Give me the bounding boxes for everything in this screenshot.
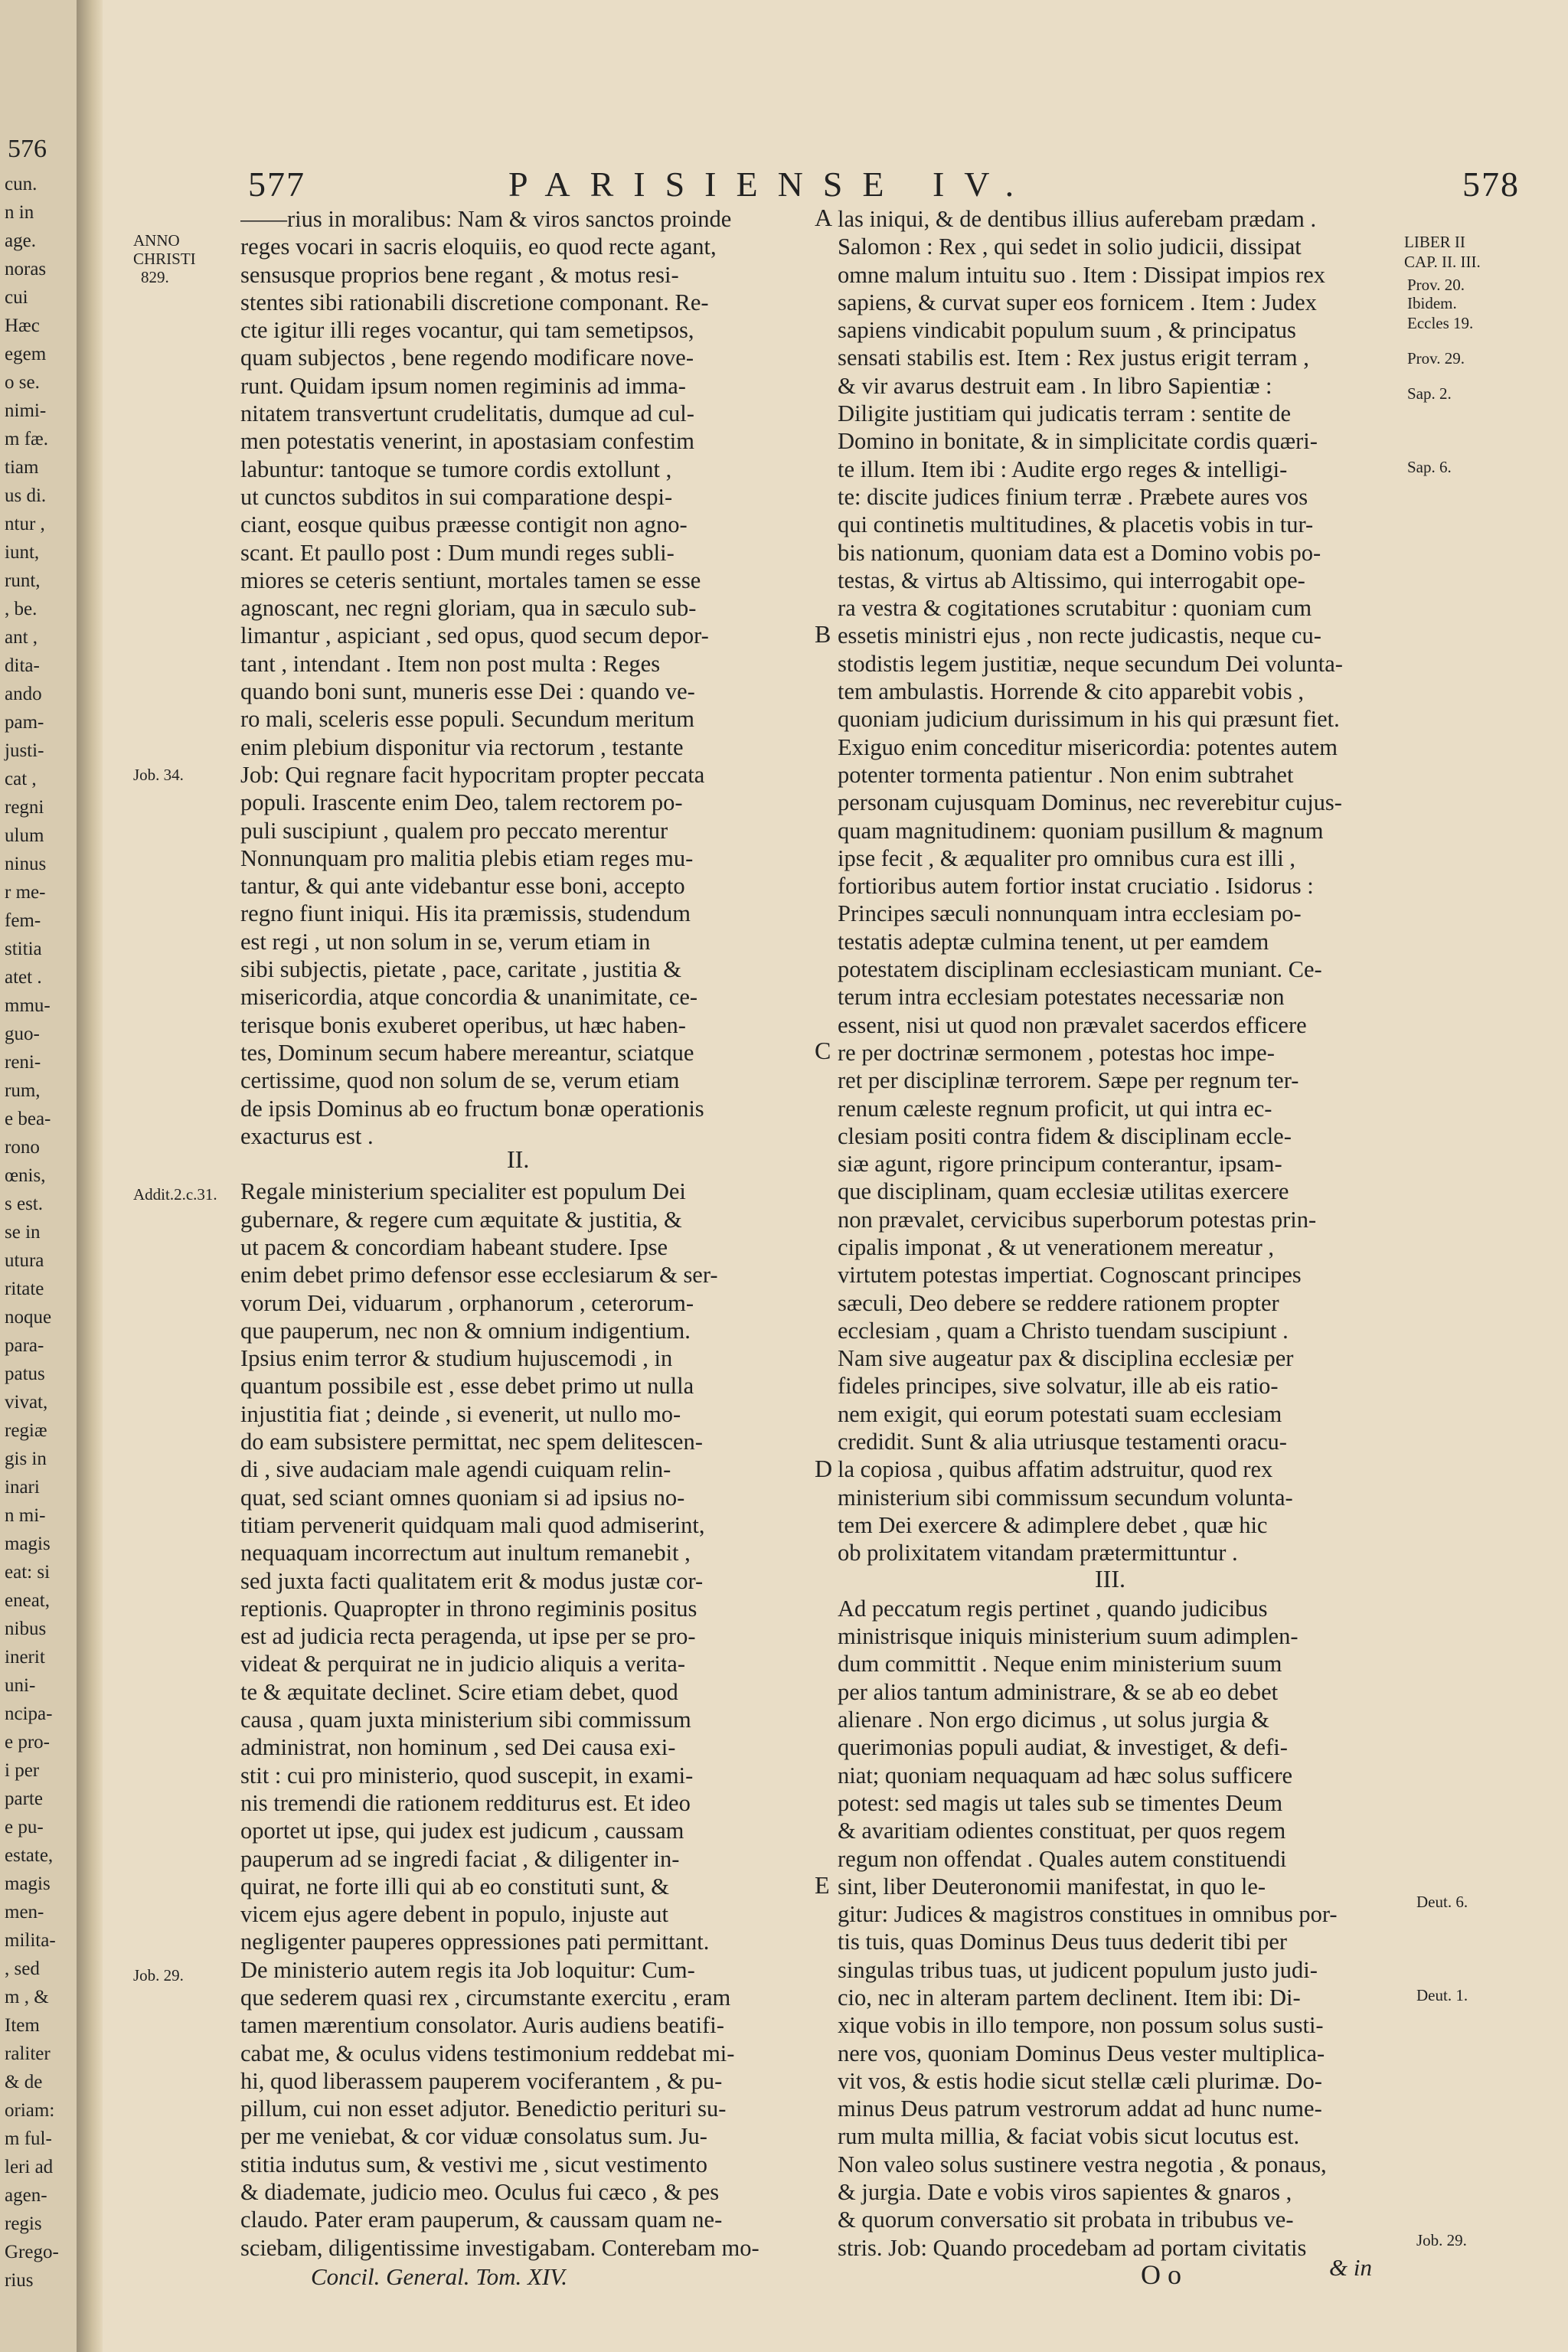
left-page-fragment: magis [5, 1873, 51, 1894]
margin-note: Addit.2.c.31. [133, 1185, 217, 1204]
text-line: cio, nec in alteram partem declinent. Item ibi: Di- [838, 1984, 1301, 2011]
text-line: quando boni sunt, muneris esse Dei : quando ve- [240, 678, 695, 705]
text-line: enim plebium disponitur via rectorum , testante [240, 733, 684, 760]
text-line: gitur: Judices & magistros constitues in omnibus por- [838, 1901, 1338, 1928]
text-line: sensati stabilis est. Item : Rex justus erigit terram , [838, 345, 1309, 371]
text-line: potestatem disciplinam ecclesiasticam muniant. Ce- [838, 956, 1322, 983]
left-page-fragment: men- [5, 1902, 44, 1922]
left-page-fragment: e bea- [5, 1109, 51, 1129]
left-page-fragment: regni [5, 797, 44, 818]
text-line: singulas tribus tuas, ut judicent populum justo judi- [838, 1956, 1318, 1983]
division-letter: A [815, 204, 833, 231]
text-line: do eam subsistere permittat, nec spem delitescen- [240, 1429, 703, 1455]
text-line: ret per disciplinæ terrorem. Sæpe per regnum ter- [838, 1067, 1299, 1094]
text-line: nequaquam incorrectum aut inultum remanebit , [240, 1540, 691, 1566]
text-line: Nam sive augeatur pax & disciplina ecclesiæ per [838, 1345, 1294, 1372]
text-line: titiam pervenerit quidquam mali quod admiserint, [240, 1511, 705, 1538]
text-line: te & æquitate declinet. Scire etiam debet, quod [240, 1678, 678, 1705]
text-line: & diademate, judicio meo. Oculus fui cæco , & pes [240, 2179, 720, 2206]
text-line: stodistis legem justitiæ, neque secundum Dei volunta- [838, 650, 1343, 677]
text-line: Ipsius enim terror & studium hujuscemodi , in [240, 1345, 673, 1372]
text-line: quirat, ne forte illi qui ab eo constituti sunt, & [240, 1873, 669, 1900]
text-line: ob prolixitatem vitandam prætermittuntur . [838, 1540, 1238, 1566]
left-page-fragment: noras [5, 259, 47, 279]
text-line: ut cunctos subditos in sui comparatione despi- [240, 483, 673, 510]
text-line: & vir avarus destruit eam . In libro Sapientiæ : [838, 372, 1272, 399]
text-line: negligenter pauperes oppressiones pati permittant. [240, 1929, 710, 1955]
text-line: & jurgia. Date e vobis viros sapientes & gnaros , [838, 2179, 1292, 2206]
left-page-fragment: iunt, [5, 542, 40, 563]
left-page-fragment: mmu- [5, 995, 51, 1016]
text-line: Regale ministerium specialiter est populum Dei [240, 1178, 686, 1205]
left-page-fragment: regis [5, 2213, 42, 2234]
text-line: populi. Irascente enim Deo, talem rectorem po- [240, 789, 683, 816]
text-line: & avaritiam odientes constituat, per quos regem [838, 1818, 1286, 1844]
running-title: PARISIENSE IV. [508, 165, 1034, 204]
text-line: de ipsis Dominus ab eo fructum bonæ operationis [240, 1095, 704, 1122]
footer-volume: Concil. General. Tom. XIV. [311, 2263, 567, 2290]
left-page-fragment: egem [5, 344, 47, 364]
left-page-fragment: inerit [5, 1647, 45, 1668]
margin-note: Job. 29. [133, 1966, 184, 1984]
text-line: querimonias populi audiat, & investiget, & defi- [838, 1734, 1288, 1761]
text-line: las iniqui, & de dentibus illius auferebam prædam . [838, 206, 1317, 232]
left-page-fragment: rum, [5, 1080, 41, 1101]
text-line: labuntur: tantoque se tumore cordis extollunt , [240, 456, 672, 482]
margin-note: Job. 29. [1416, 2231, 1467, 2249]
left-page-fragment: Item [5, 2015, 40, 2036]
text-line: fortioribus autem fortior instat cruciatio . Isidorus : [838, 873, 1314, 900]
text-line: Ad peccatum regis pertinet , quando judicibus [838, 1595, 1268, 1622]
left-page-fragment: eneat, [5, 1590, 50, 1611]
text-line: quat, sed sciant omnes quoniam si ad ipsius no- [240, 1484, 685, 1511]
left-page-fragment: pam- [5, 712, 44, 733]
text-line: credidit. Sunt & alia utriusque testamenti oracu- [838, 1429, 1287, 1455]
left-page-fragment: estate, [5, 1845, 54, 1866]
text-line: enim debet primo defensor esse ecclesiarum & ser- [240, 1262, 718, 1289]
text-line: nis tremendi die rationem redditurus est. Et ideo [240, 1789, 691, 1816]
left-page-fragment: inari [5, 1477, 40, 1498]
left-page-fragment: œnis, [5, 1165, 46, 1186]
text-line: Job: Qui regnare facit hypocritam propter peccata [240, 761, 705, 788]
left-page-fragment: & de [5, 2072, 43, 2092]
text-line: niat; quoniam nequaquam ad hæc solus sufficere [838, 1762, 1293, 1788]
left-page-fragment: rono [5, 1137, 40, 1158]
left-page-fragment: , sed [5, 1958, 40, 1979]
left-page-fragments [5, 170, 59, 2295]
margin-note: CHRISTI [133, 250, 196, 268]
text-line: personam cujusquam Dominus, nec reverebitur cujus- [838, 789, 1342, 816]
text-line: clesiam positi contra fidem & disciplinam eccle- [838, 1122, 1292, 1149]
left-page-fragment: ritate [5, 1279, 44, 1299]
left-page-number: 576 [8, 135, 47, 163]
left-page-fragment: milita- [5, 1930, 56, 1951]
division-letter: B [815, 620, 831, 648]
text-line: hi, quod liberassem pauperem vociferantem , & pu- [240, 2067, 723, 2094]
text-line: xique vobis in illo tempore, non possum solus susti- [838, 2012, 1324, 2039]
text-line: scant. Et paullo post : Dum mundi reges subli- [240, 539, 675, 566]
division-letter: C [815, 1037, 831, 1064]
text-line: Exiguo enim conceditur misericordia: potentes autem [838, 733, 1338, 760]
left-page-fragment: r me- [5, 882, 46, 903]
left-page-fragment: gis in [5, 1449, 47, 1469]
text-line: quam magnitudinem: quoniam pusillum & magnum [838, 817, 1324, 844]
text-line: injustitia fiat ; deinde , si evenerit, ut nullo mo- [240, 1400, 681, 1427]
text-line: terisque bonis exuberet operibus, ut hæc haben- [240, 1011, 686, 1038]
text-line: sed juxta facti qualitatem erit & modus justæ cor- [240, 1567, 704, 1594]
text-line: re per doctrinæ sermonem , potestas hoc impe- [838, 1039, 1275, 1066]
text-line: nem exigit, qui eorum potestati suam ecclesiam [838, 1400, 1282, 1427]
text-line: gubernare, & regere cum æquitate & justitia, & [240, 1206, 682, 1233]
margin-note: Deut. 6. [1416, 1893, 1468, 1911]
margin-note: 829. [141, 268, 169, 286]
text-line: claudo. Pater eram pauperum, & caussam quam ne- [240, 2207, 723, 2233]
left-page-fragment: guo- [5, 1024, 40, 1044]
text-line: stris. Job: Quando procedebam ad portam civitatis [838, 2234, 1307, 2261]
text-line: que pauperum, nec non & omnium indigentium. [240, 1317, 691, 1344]
text-line: sensusque proprios bene regant , & motus resi- [240, 261, 679, 288]
left-page-fragment: agen- [5, 2185, 47, 2206]
text-line [240, 1150, 914, 1178]
text-line: vicem ejus agere debent in populo, injuste aut [240, 1901, 669, 1928]
text-line: te illum. Item ibi : Audite ergo reges & intelligi- [838, 456, 1288, 482]
left-page-fragment: fem- [5, 910, 41, 931]
text-column-left [240, 205, 914, 2262]
text-line: pauperum ad se ingredi faciat , & diligenter in- [240, 1845, 680, 1872]
text-line: ecclesiam , quam a Christo tuendam suscipiunt . [838, 1317, 1289, 1344]
text-line: quam subjectos , bene regendo modificare nove- [240, 345, 694, 371]
text-line: regum non offendat . Quales autem constituendi [838, 1845, 1287, 1872]
left-page-fragment: nimi- [5, 400, 47, 421]
left-page-fragment: ando [5, 684, 42, 704]
left-page-edge [0, 0, 77, 2352]
text-line: regno fiunt iniqui. His ita præmissis, studendum [240, 900, 691, 927]
margin-note: Sap. 6. [1407, 458, 1452, 476]
text-line: la copiosa , quibus affatim adstruitur, quod rex [838, 1456, 1273, 1483]
text-line: virtutem potestas impertiat. Cognoscant principes [838, 1262, 1302, 1289]
text-line: Diligite justitiam qui judicatis terram : sentite de [838, 400, 1292, 427]
left-page-fragment: parte [5, 1788, 43, 1809]
text-line: videat & perquirat ne in judicio aliquis a verita- [240, 1651, 686, 1677]
text-line: non prævalet, cervicibus superborum potestas prin- [838, 1206, 1317, 1233]
margin-note: Deut. 1. [1416, 1986, 1468, 2004]
text-line: sint, liber Deuteronomii manifestat, in quo le- [838, 1873, 1266, 1900]
text-line: potenter tormenta patientur . Non enim subtrahet [838, 761, 1294, 788]
text-line: stitia indutus sum, & vestivi me , sicut vestimento [240, 2151, 707, 2177]
left-page-fragment: ncipa- [5, 1704, 53, 1724]
text-line: Salomon : Rex , qui sedet in solio judicii, dissipat [838, 234, 1302, 260]
text-line: cabat me, & oculus videns testimonium reddebat mi- [240, 2040, 735, 2066]
text-line: puli suscipiunt , qualem pro peccato merentur [240, 817, 668, 844]
text-line: bis nationum, quoniam data est a Domino vobis po- [838, 539, 1321, 566]
text-line: exacturus est . [240, 1122, 374, 1149]
page-number-left: 577 [248, 165, 305, 204]
left-page-fragment: para- [5, 1335, 44, 1356]
text-line: stit : cui pro ministerio, quod suscepit, in exami- [240, 1762, 694, 1788]
text-line: causa , quam juxta ministerium sibi commissum [240, 1707, 691, 1733]
text-line: testas, & virtus ab Altissimo, qui interrogabit ope- [838, 567, 1305, 593]
left-page-fragment: rius [5, 2270, 34, 2291]
text-line: tis tuis, quas Dominus Deus tuus dederit tibi per [838, 1929, 1288, 1955]
text-line: testatis adeptæ culmina tenent, ut per eamdem [838, 928, 1269, 955]
left-page-fragment: cun. [5, 174, 38, 194]
text-line [838, 1567, 1511, 1595]
catchword: & in [1329, 2254, 1372, 2281]
text-line: que sederem quasi rex , circumstante exercitu , eram [240, 1984, 731, 2011]
text-line: De ministerio autem regis ita Job loquitur: Cum- [240, 1956, 695, 1983]
text-line: ——rius in moralibus: Nam & viros sanctos proinde [240, 206, 732, 232]
text-line: Principes sæculi nonnunquam intra ecclesiam po- [838, 900, 1302, 927]
text-line: ut pacem & concordiam habeant studere. Ipse [240, 1233, 668, 1260]
text-line: ministrisque iniquis ministerium suum adimplen- [838, 1623, 1298, 1650]
text-line: misericordia, atque concordia & unanimitate, ce- [240, 984, 698, 1011]
text-line: qui continetis multitudines, & placetis vobis in tur- [838, 511, 1314, 538]
margin-note: Prov. 20. [1407, 276, 1465, 294]
text-line: tantur, & qui ante videbantur esse boni, accepto [240, 873, 685, 900]
text-line: di , sive audaciam male agendi cuiquam relin- [240, 1456, 671, 1483]
left-page-fragment: vivat, [5, 1392, 48, 1413]
margin-note: CAP. II. III. [1404, 253, 1481, 271]
text-line: Non valeo solus sustinere vestra negotia , & ponaus, [838, 2151, 1327, 2177]
left-page-fragment: dita- [5, 655, 40, 676]
margin-note: Ibidem. [1407, 294, 1457, 312]
text-line: quoniam judicium durissimum in his qui præsunt fiet. [838, 706, 1340, 733]
text-line: cte igitur illi reges vocantur, qui tam semetipsos, [240, 317, 694, 344]
text-line: administrat, non hominum , sed Dei causa exi- [240, 1734, 676, 1761]
text-line: sapiens vindicabit populum suum , & principatus [838, 317, 1296, 344]
left-page-fragment: regiæ [5, 1420, 47, 1441]
text-line: que disciplinam, quam ecclesiæ utilitas exercere [838, 1178, 1289, 1205]
text-line: renum cæleste regnum proficit, ut qui intra ec- [838, 1095, 1272, 1122]
left-page-fragment: s est. [5, 1194, 43, 1214]
text-line: nitatem transvertunt crudelitatis, dumque ad cul- [240, 400, 694, 427]
book-page [103, 0, 1568, 2352]
text-line: oportet ut ipse, qui judex est judicum , caussam [240, 1818, 684, 1844]
left-page-fragment: cui [5, 287, 28, 308]
text-line: rum multa millia, & faciat vobis sicut locutus est. [838, 2123, 1300, 2150]
text-line: tant , intendant . Item non post multa : Reges [240, 650, 661, 677]
text-line: sæculi, Deo debere se reddere rationem propter [838, 1289, 1279, 1316]
left-page-fragment: patus [5, 1364, 45, 1384]
left-page-fragment: nibus [5, 1619, 47, 1639]
left-page-fragment: tiam [5, 457, 39, 478]
text-line: tem Dei exercere & adimplere debet , quæ hic [838, 1511, 1268, 1538]
left-page-fragment: oriam: [5, 2100, 55, 2121]
left-page-fragment: uni- [5, 1675, 36, 1696]
section-heading: III. [1095, 1565, 1125, 1592]
text-column-right [838, 205, 1511, 2262]
margin-note: Eccles 19. [1407, 314, 1474, 332]
left-page-fragment: raliter [5, 2043, 51, 2064]
text-line: runt. Quidam ipsum nomen regiminis ad imma- [240, 372, 686, 399]
left-page-fragment: e pu- [5, 1817, 44, 1838]
text-line: dum committit . Neque enim ministerium suum [838, 1651, 1282, 1677]
left-page-fragment: ninus [5, 854, 47, 874]
text-line: fideles principes, sive solvatur, ille ab eis ratio- [838, 1373, 1279, 1400]
text-line: & quorum conversatio sit probata in tribubus ve- [838, 2207, 1294, 2233]
left-page-fragment: reni- [5, 1052, 41, 1073]
text-line: ra vestra & cogitationes scrutabitur : quoniam cum [838, 595, 1312, 622]
text-line: siæ agunt, rigore principum conterantur, ipsam- [838, 1151, 1282, 1178]
book-gutter [77, 0, 103, 2352]
left-page-fragment: runt, [5, 570, 41, 591]
left-page-fragment: atet . [5, 967, 42, 988]
left-page-fragment: i per [5, 1760, 40, 1781]
text-line: sibi subjectis, pietate , pace, caritate , justitia & [240, 956, 681, 983]
margin-note: Prov. 29. [1407, 349, 1465, 368]
text-line: reptionis. Quapropter in throno regiminis positus [240, 1595, 697, 1622]
text-line: omne malum intuitu suo . Item : Dissipat impios rex [838, 261, 1326, 288]
left-page-fragment: Grego- [5, 2242, 59, 2262]
left-page-fragment: eat: si [5, 1562, 51, 1583]
page-number-right: 578 [1462, 165, 1520, 204]
text-line: miores se ceteris sentiunt, mortales tamen se esse [240, 567, 701, 593]
left-page-fragment: ant , [5, 627, 38, 648]
left-page-fragment: justi- [5, 740, 44, 761]
left-page-fragment: m ful- [5, 2128, 52, 2149]
left-page-fragment: n mi- [5, 1505, 46, 1526]
margin-note: Sap. 2. [1407, 384, 1452, 403]
left-page-fragment: utura [5, 1250, 44, 1271]
text-line: certissime, quod non solum de se, verum etiam [240, 1067, 680, 1094]
text-line: terum intra ecclesiam potestates necessariæ non [838, 984, 1285, 1011]
text-line: cipalis imponat , & ut venerationem mereatur , [838, 1233, 1274, 1260]
left-page-fragment: leri ad [5, 2157, 54, 2177]
text-line: agnoscant, nec regni gloriam, qua in sæculo sub- [240, 595, 697, 622]
text-line: potest: sed magis ut tales sub se timentes Deum [838, 1789, 1283, 1816]
text-line: sciebam, diligentissime investigabam. Conterebam mo- [240, 2234, 760, 2261]
text-line: Domino in bonitate, & in simplicitate cordis quæri- [838, 428, 1318, 455]
left-page-fragment: m fæ. [5, 429, 48, 449]
margin-note: Job. 34. [133, 766, 184, 784]
text-line: tem ambulastis. Horrende & cito apparebit vobis , [838, 678, 1305, 705]
left-page-fragment: se in [5, 1222, 41, 1243]
text-line: men potestatis venerint, in apostasiam confestim [240, 428, 694, 455]
left-page-fragment: us di. [5, 485, 47, 506]
section-heading: II. [507, 1145, 530, 1173]
text-line: per me veniebat, & cor viduæ consolatus sum. Ju- [240, 2123, 707, 2150]
left-page-fragment: ntur , [5, 514, 45, 534]
text-line: vit vos, & estis hodie sicut stellæ cæli plurimæ. Do- [838, 2067, 1322, 2094]
left-page-fragment: o se. [5, 372, 40, 393]
text-line: essent, nisi ut quod non prævalet sacerdos efficere [838, 1011, 1307, 1038]
margin-note: LIBER II [1404, 233, 1465, 251]
text-line: limantur , aspiciant , sed opus, quod secum depor- [240, 622, 709, 649]
left-page-fragment: stitia [5, 939, 42, 959]
left-page-fragment: age. [5, 230, 36, 251]
text-line: quantum possibile est , esse debet primo ut nulla [240, 1373, 694, 1400]
text-line: nere vos, quoniam Dominus Deus vester multiplica- [838, 2040, 1325, 2066]
text-line: sapiens, & curvat super eos fornicem . Item : Judex [838, 289, 1317, 315]
division-letter: E [815, 1871, 830, 1899]
text-line: per alios tantum administrare, & se ab eo debet [838, 1678, 1279, 1705]
text-line: vorum Dei, viduarum , orphanorum , ceterorum- [240, 1289, 694, 1316]
left-page-fragment: magis [5, 1534, 51, 1554]
left-page-fragment: n in [5, 202, 34, 223]
left-page-fragment: e pro- [5, 1732, 50, 1753]
text-line: essetis ministri ejus , non recte judicastis, neque cu- [838, 622, 1321, 649]
text-line: te: discite judices finium terræ . Præbete aures vos [838, 483, 1308, 510]
text-line: stentes sibi rationabili discretione componant. Re- [240, 289, 709, 315]
left-page-fragment: Hæc [5, 315, 40, 336]
text-line: ministerium sibi commissum secundum volunta- [838, 1484, 1293, 1511]
text-line: tamen mærentium consolator. Auris audiens beatifi- [240, 2012, 724, 2039]
text-line: est ad judicia recta peragenda, ut ipse per se pro- [240, 1623, 696, 1650]
text-line: ipse fecit , & æqualiter pro omnibus cura est illi , [838, 844, 1296, 871]
text-line: Nonnunquam pro malitia plebis etiam reges mu- [240, 844, 694, 871]
margin-note: ANNO [133, 231, 180, 250]
left-page-fragment: ulum [5, 825, 44, 846]
text-line: reges vocari in sacris eloquiis, eo quod recte agant, [240, 234, 717, 260]
text-line: ro mali, sceleris esse populi. Secundum meritum [240, 706, 694, 733]
left-page-fragment: noque [5, 1307, 52, 1328]
text-line: tes, Dominum secum habere mereantur, sciatque [240, 1039, 694, 1066]
left-page-fragment: m , & [5, 1987, 49, 2007]
text-line: est regi , ut non solum in se, verum etiam in [240, 928, 651, 955]
text-line: ciant, eosque quibus præesse contigit non agno- [240, 511, 688, 538]
text-line: pillum, cui non esset adjutor. Benedictio perituri su- [240, 2096, 727, 2122]
left-page-fragment: , be. [5, 599, 38, 619]
left-page-fragment: cat , [5, 769, 37, 789]
text-line: minus Deus patrum vestrorum addat ad hunc nume- [838, 2096, 1322, 2122]
text-line: alienare . Non ergo dicimus , ut solus jurgia & [838, 1707, 1269, 1733]
division-letter: D [815, 1455, 833, 1482]
signature-mark: O o [1141, 2259, 1181, 2290]
